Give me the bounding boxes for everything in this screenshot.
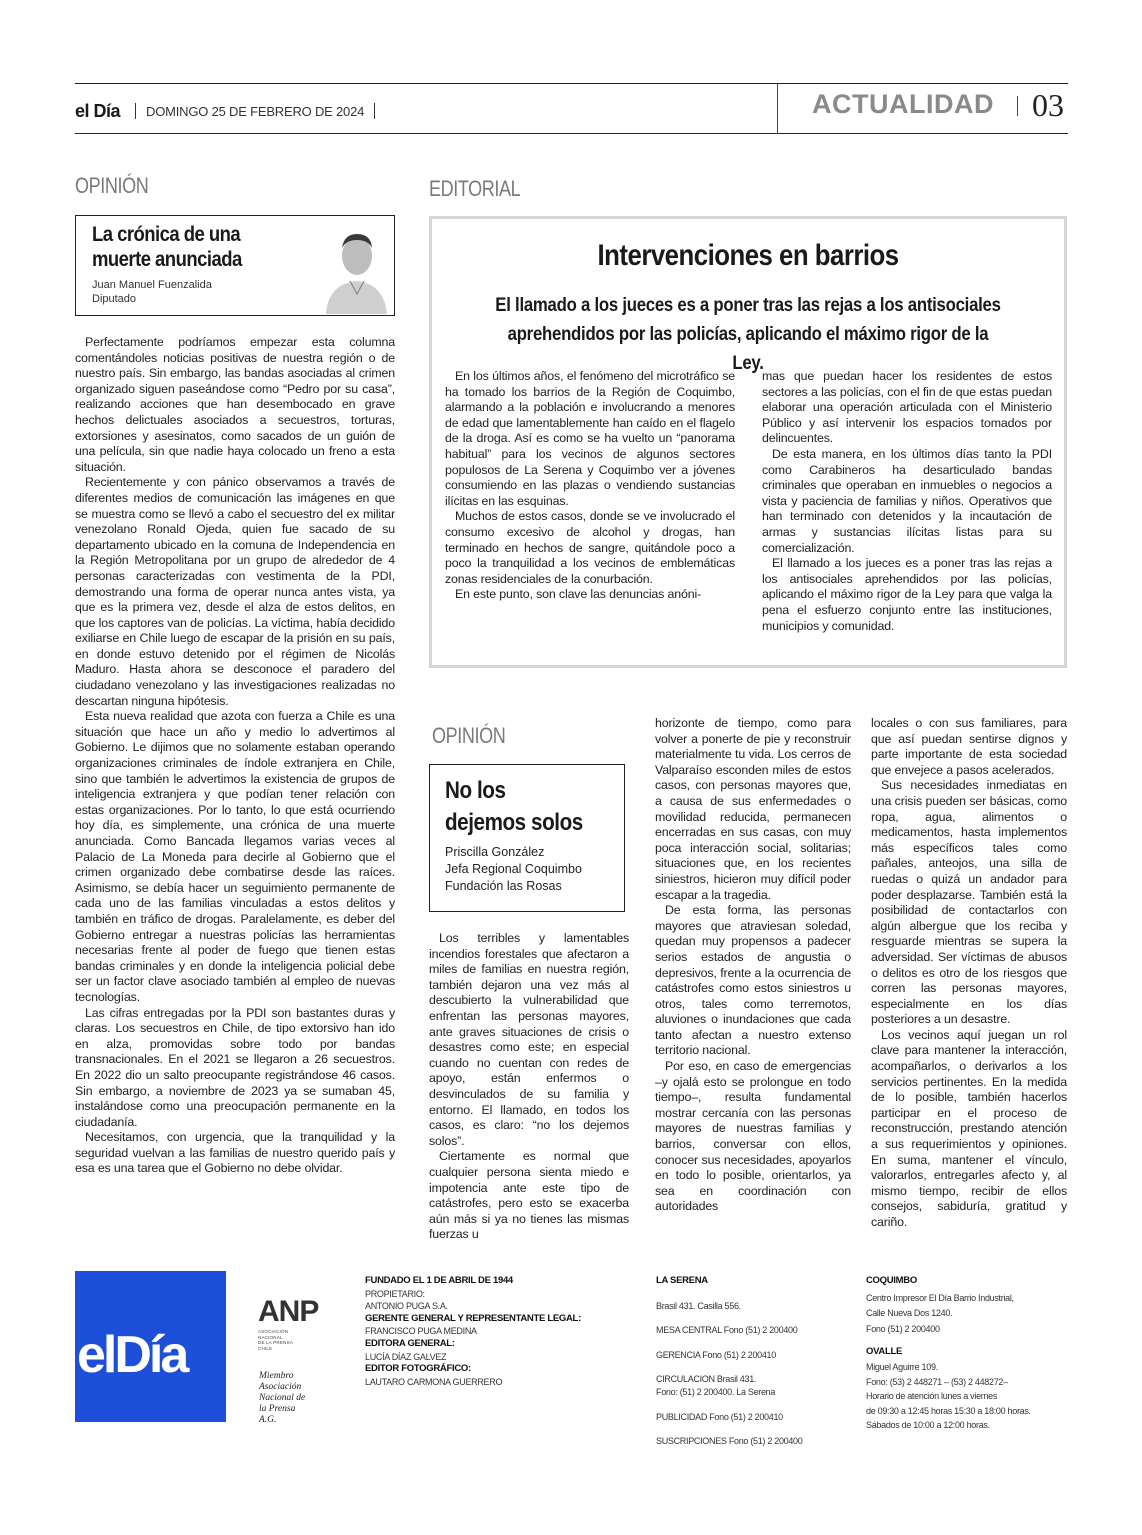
contact-line: Horario de atención lunes a viernes — [866, 1391, 998, 1402]
paragraph: locales o con sus familiares, para que así puedan sentirse dignos y parte importante de esta sociedad que envejece a pasos acelerados. — [871, 716, 1067, 777]
paragraph: Las cifras entregadas por la PDI son bastantes duras y claras. Los secuestros en Chile, de tipo extorsivo han ido en alza, promovidas sobre todo por bandas transnacionales. En el 2021 se llegaron a 26 secuestros. En 2022 dio un salto preocupante registrándose 46 casos. Sin embargo, a noviembre de 2023 ya se sumaban 45, instalándose como una preocupación permanente en la ciudadanía. — [75, 1005, 395, 1129]
opinion1-body — [75, 335, 395, 1177]
anp-logo-text: ANP — [258, 1295, 319, 1328]
section-title: ACTUALIDAD — [812, 89, 994, 119]
header-bar — [374, 103, 375, 119]
miembro-line: Miembro — [259, 1371, 294, 1381]
photo-editor-label: EDITOR FOTOGRÁFICO: — [365, 1363, 471, 1375]
author-photo — [324, 226, 388, 314]
opinion2-author: Priscilla González — [445, 845, 545, 859]
paragraph: Los vecinos aquí juegan un rol clave para mantener la interacción, acompañarlos, o derivarlos a los servicios pertinentes. En la medida de lo posible, también hacerlos participar en el proceso de reconstrucción, prestando atención a sus requerimientos y opiniones. En suma, mantener el vínculo, valorarlos, entregarles afecto y, al mismo tiempo, recibir de ellos consejos, sabiduría, gratitud y cariño. — [871, 1027, 1067, 1229]
anp-line: ASOCIACIÓN — [258, 1329, 289, 1334]
opinion2-col1 — [429, 931, 629, 1243]
paragraph: De esta forma, las personas mayores que atraviesan soledad, quedan muy propensos a padecer serios estados de angustia o depresivos, frente a la ocurrencia de catástrofes como estos siniestros u otros, tales como terremotos, aluviones o inundaciones que cada tanto afectan a nuestro extenso territorio nacional. — [655, 903, 851, 1058]
contact-line: Calle Nueva Dos 1240. — [866, 1308, 953, 1319]
paragraph: Ciertamente es normal que cualquier persona sienta miedo e impotencia ante este tipo de catástrofes, pero esto se exacerba aún más si ya no tienes las mismas fuerzas u — [429, 1149, 629, 1242]
footer-staff — [365, 1275, 625, 1388]
paragraph: Sus necesidades inmediatas en una crisis pueden ser básicas, como ropa, agua, alimentos o medicamentos, hasta implementos más específicos tales como pañales, anteojos, una silla de ruedas o quizá un andador para poder desplazarse. También está la posibilidad de contactarlos con algún albergue que los reciba y resguarde mientras se supera la adversidad. Ser víctimas de abusos o delitos es otro de los riesgos que corren las personas mayores, especialmente en los días posteriores a un desastre. — [871, 778, 1067, 1027]
miembro-line: Asociación — [259, 1382, 302, 1392]
opinion-label: OPINIÓN — [432, 723, 506, 748]
footer-logo — [75, 1271, 226, 1422]
miembro-line: Nacional de — [259, 1393, 306, 1403]
opinion2-col3 — [871, 716, 1067, 1231]
paragraph: En los últimos años, el fenómeno del microtráfico se ha tomado los barrios de la Región de Coquimbo, alarmando a la población e involucrando a menores de edad que lamentablemente han caído en el flagelo de la droga. Así es como se ha vuelto un “panorama habitual” para los vecinos de algunos sectores populosos de La Serena y Coquimbo ver a jóvenes consumiendo en las plazas o vendiendo sustancias ilícitas en las esquinas. — [445, 369, 735, 508]
editorial-title-text: Intervenciones en barrios — [597, 239, 899, 272]
contact-line: PUBLICIDAD Fono (51) 2 200410 — [656, 1411, 783, 1422]
editorial-col1 — [445, 369, 735, 603]
la-serena-heading: LA SERENA — [656, 1275, 708, 1286]
paragraph: horizonte de tiempo, como para volver a ponerte de pie y reconstruir materialmente tu vida. Los cerros de Valparaíso esconden miles de estos casos, con personas mayores que, a causa de sus enfermedades o movilidad reducida, permanecen encerradas en sus casas, con muy poca interacción social, solitarias; situaciones que, en los recientes siniestros, hicieron muy difícil poder escapar a la tragedia. — [655, 716, 851, 902]
contact-line: GERENCIA Fono (51) 2 200410 — [656, 1349, 776, 1360]
contact-line: Miguel Aguirre 109. — [866, 1361, 938, 1372]
contact-line: Fono: (51) 2 200400. La Serena — [656, 1386, 776, 1397]
opinion2-org: Fundación las Rosas — [445, 879, 562, 893]
opinion1-header-box — [75, 215, 395, 316]
header-bottom-rule — [75, 133, 1068, 134]
issue-date: DOMINGO 25 DE FEBRERO DE 2024 — [146, 104, 365, 119]
photo-editor: LAUTARO CARMONA GUERRERO — [365, 1376, 503, 1387]
header-bar — [135, 103, 136, 119]
page-number: 03 — [1032, 87, 1064, 123]
miembro-line: A.G. — [259, 1415, 277, 1425]
anp-caption — [258, 1329, 330, 1351]
editor: LUCÍA DÍAZ GALVEZ — [365, 1351, 447, 1362]
contact-line: Sábados de 10:00 a 12:00 horas. — [866, 1420, 990, 1431]
miembro-text — [259, 1371, 305, 1426]
paragraph: De esta manera, en los últimos días tanto la PDI como Carabineros ha desarticulado bandas criminales que operaban en inmuebles o negocios a vista y paciencia de familias y niños. Operativos que han terminado con detenidos y la incautación de armas y sustancias ilícitas listas para su comercialización. — [762, 446, 1052, 555]
manager: FRANCISCO PUGA MEDINA — [365, 1326, 477, 1337]
anp-line: CHILE — [258, 1345, 273, 1351]
editorial-label: EDITORIAL — [429, 176, 521, 201]
paragraph: mas que puedan hacer los residentes de estos sectores a las policías, con el fin de que estas puedan elaborar una operación articulada con el Ministerio Público y así intervenir los espacios tomados por delincuentes. — [762, 369, 1052, 446]
editorial-subtitle-text: El llamado a los jueces es a poner tras las rejas a los antisociales aprehendidos por las policías, aplicando el máximo rigor de la Ley. — [495, 294, 1001, 374]
contact-line: MESA CENTRAL Fono (51) 2 200400 — [656, 1325, 798, 1336]
anp-line: DE LA PRENSA — [258, 1340, 293, 1345]
contact-line: SUSCRIPCIONES Fono (51) 2 200400 — [656, 1436, 803, 1447]
opinion1-role: Diputado — [92, 293, 137, 305]
ovalle-heading: OVALLE — [866, 1346, 903, 1358]
page-number-bar — [1017, 96, 1018, 116]
editor-label: EDITORA GENERAL: — [365, 1337, 455, 1349]
editorial-subtitle — [452, 291, 1044, 378]
opinion-label: OPINIÓN — [75, 173, 149, 198]
paragraph: Esta nueva realidad que azota con fuerza a Chile es una situación que hace un año y medio lo advertimos al Gobierno. Le dijimos que no solamente estaban operando organizaciones criminales de índole extranjera en Chile, sino que también le advertimos la existencia de grupos de inteligencia extranjera y que podían tener relación con estas organizaciones. Por lo tanto, lo que está ocurriendo hoy día, es simplemente, una crónica de una muerte anunciada. Como Bancada llegamos varias veces al Palacio de La Moneda para decirle al Gobierno que el crimen organizado debe combatirse desde las raíces. Asimismo, se debía hacer un seguimiento permanente de cada uno de las familias vinculadas a estos delitos y también en tráfico de drogas. Paralelamente, es deber del Gobierno entregar a nuestras policías las herramientas necesarias frente al poder de fuego que tienen estas bandas criminales y en donde la inteligencia policial debe ser un factor clave asociado también al empleo de nuevas tecnologías. — [75, 709, 395, 1004]
opinion1-byline — [92, 278, 212, 306]
miembro-line: la Prensa — [259, 1404, 296, 1414]
footer-coquimbo-ovalle — [866, 1275, 1066, 1432]
owner-label: PROPIETARIO: — [365, 1288, 425, 1299]
contact-line: Brasil 431. Casilla 556. — [656, 1300, 741, 1311]
paragraph: Recientemente y con pánico observamos a través de diferentes medios de comunicación las imágenes en que se muestra como se llevó a cabo el secuestro del ex militar venezolano Ronald Ojeda, quien fue sacado de su departamento ubicado en la comuna de Independencia en la Región Metropolitana por un grupo de alrededor de 4 personas caracterizadas con vestimenta de la PDI, demostrando una forma de operar nunca antes vista, ya que es la primera vez, desde el alza de estos delitos, en que los captores van de policías. La víctima, había decidido exiliarse en Chile luego de escapar de la prisión en su país, en donde estuvo detenido por el régimen de Nicolás Maduro. Hasta ahora se desconoce el paradero del ciudadano venezolano y las investigaciones realizadas no descartan ninguna hipótesis. — [75, 475, 395, 708]
contact-line: Fono: (53) 2 448271 – (53) 2 448272– — [866, 1376, 1008, 1387]
paragraph: Muchos de estos casos, donde se ve involucrado el consumo excesivo de alcohol y drogas, han terminado en hechos de sangre, quitándole poco a poco la tranquilidad a los vecinos de emblemáticas zonas residenciales de la conurbación. — [445, 509, 735, 586]
editorial-title — [432, 239, 1064, 273]
opinion1-title: La crónica de una muerte anunciada — [92, 223, 242, 271]
paragraph: Perfectamente podríamos empezar esta columna comentándoles noticias positivas de nuestra región o de nuestro país. Sin embargo, las bandas asociadas al crimen organizado siguen paseándose como “Pedro por su casa”, realizando acciones que han desembocado en grave hechos delictuales asociados a secuestros, torturas, extorsiones y asesinatos, como sacados de un guión de una película, sin que nadie haya colocado un freno a esta situación. — [75, 335, 395, 474]
paragraph: Los terribles y lamentables incendios forestales que afectaron a miles de familias en nuestra región, también dejaron una vez más al descubierto la vulnerabilidad que enfrentan las personas mayores, ante graves situaciones de crisis o desastres como este; en especial cuando no cuentan con redes de apoyo, están enfermos o desvinculados de su familia y entorno. El llamado, en todos los casos, es claro: “no los dejemos solos”. — [429, 931, 629, 1148]
footer-logo-text: elDía — [77, 1326, 187, 1384]
opinion1-author: Juan Manuel Fuenzalida — [92, 279, 212, 291]
opinion2-byline — [445, 844, 582, 895]
opinion2-role: Jefa Regional Coquimbo — [445, 862, 582, 876]
contact-line: Fono (51) 2 200400 — [866, 1323, 940, 1334]
opinion2-col2 — [655, 716, 851, 1215]
paragraph: Necesitamos, con urgencia, que la tranquilidad y la seguridad vuelvan a las familias de nuestro querido país y esa es una tarea que el Gobierno no debe olvidar. — [75, 1130, 395, 1176]
coquimbo-heading: COQUIMBO — [866, 1275, 917, 1286]
contact-line: CIRCULACION Brasil 431. — [656, 1374, 757, 1385]
editorial-col2 — [762, 369, 1052, 634]
founded: FUNDADO EL 1 DE ABRIL DE 1944 — [365, 1275, 513, 1286]
footer-la-serena — [656, 1275, 846, 1448]
paragraph: El llamado a los jueces es a poner tras las rejas a los antisociales aprehendidos por las policías, aplicando el máximo rigor de la Ley para que valga la pena el esfuerzo conjunto entre las instituciones, municipios y comunidad. — [762, 556, 1052, 633]
header-divider — [777, 84, 778, 133]
paragraph: En este punto, son clave las denuncias anóni- — [455, 587, 702, 602]
manager-label: GERENTE GENERAL Y REPRESENTANTE LEGAL: — [365, 1312, 581, 1324]
contact-line: de 09:30 a 12:45 horas 15:30 a 18:00 horas. — [866, 1405, 1031, 1416]
anp-logo — [258, 1295, 330, 1351]
anp-line: NACIONAL — [258, 1334, 283, 1340]
owner: ANTONIO PUGA S.A. — [365, 1301, 448, 1312]
opinion2-title: No los dejemos solos — [445, 777, 583, 836]
contact-line: Centro Impresor El Día Barrio Industrial, — [866, 1292, 1014, 1303]
editorial-box — [429, 216, 1067, 668]
header-top-rule — [75, 83, 1068, 84]
paragraph: Por eso, en caso de emergencias –y ojalá esto se prolongue en todo tiempo–, resulta fundamental mostrar cercanía con las personas mayores de nuestras familias y barrios, conversar con ellos, conocer sus necesidades, apoyarlos en todo lo posible, orientarlos, ya sea en coordinación con autoridades — [655, 1059, 851, 1214]
masthead-logo: el Día — [75, 101, 121, 121]
opinion2-header-box — [429, 764, 625, 912]
